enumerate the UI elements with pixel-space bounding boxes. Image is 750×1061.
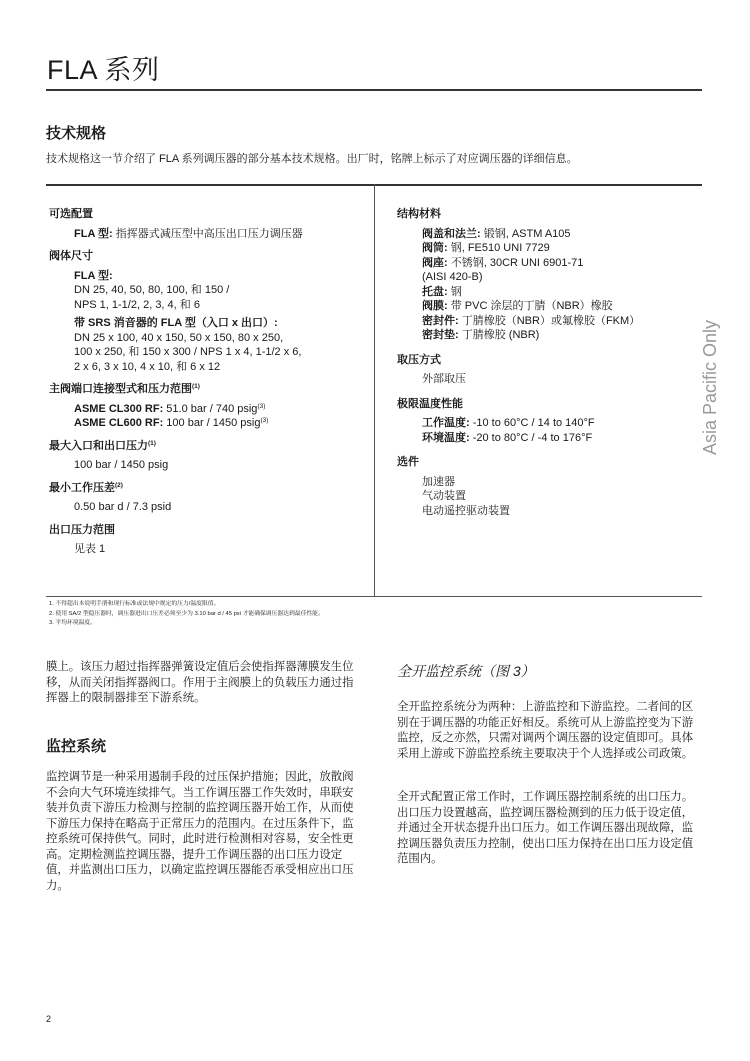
body-size-srs-line-2: 100 x 250, 和 150 x 300 / NPS 1 x 4, 1-1/2 x 6, bbox=[74, 346, 302, 358]
region-watermark: Asia Pacific Only bbox=[700, 319, 720, 455]
footnote-ref: (1) bbox=[192, 383, 200, 390]
page-number: 2 bbox=[46, 1014, 52, 1024]
spec-left-column bbox=[49, 207, 369, 565]
spec-table-bottom-rule bbox=[46, 596, 702, 597]
tech-specs-intro: 技术规格这一节介绍了 FLA 系列调压器的部分基本技术规格。出厂时，铭牌上标示了对应调压器的详细信息。 bbox=[46, 153, 578, 165]
optional-config-block bbox=[49, 207, 369, 241]
materials-heading: 结构材料 bbox=[397, 208, 441, 220]
footnote-item: 1. 不得超出本说明手册和现行标准或法规中规定的压力/温度限值。 bbox=[49, 601, 220, 607]
end-connection-heading: 主阀端口连接型式和压力范围 bbox=[49, 383, 192, 395]
materials-block bbox=[397, 207, 702, 343]
diaphragm-value: 带 PVC 涂层的丁腈（NBR）橡胶 bbox=[447, 300, 613, 312]
seal-label: 密封件: bbox=[422, 314, 459, 327]
body-size-block bbox=[49, 249, 369, 374]
temperature-heading: 极限温度性能 bbox=[397, 397, 463, 410]
option-item: 电动遥控驱动装置 bbox=[422, 504, 510, 517]
fla-type-label: FLA 型: bbox=[74, 227, 113, 240]
body-label: 阀筒: bbox=[422, 242, 448, 254]
min-diff-heading: 最小工作压差 bbox=[49, 481, 115, 494]
footnote-item: 3. 平均环境温度。 bbox=[49, 620, 97, 626]
body-size-fla-line-2: NPS 1, 1-1/2, 2, 3, 4, 和 6 bbox=[74, 298, 200, 311]
spec-table-column-divider bbox=[374, 184, 375, 596]
footnote-ref: (1) bbox=[148, 439, 156, 447]
body-paragraph: 监控调节是一种采用遏制手段的过压保护措施；因此，放散阀不会向大气环境连续排气。当工作调压器工作失效时，串联安装并负责下游压力检测与控制的监控调压器开始工作，从而使下游压力保持在略高于正常压力的范围内。在过压条件下，监控系统可保持供气。同时，此时进行检测相对容易，安全性更高。定期检测监控调压器，提升工作调压器的出口压力设定值，并监测出口压力，以确定监控调压器能否承受相应出口压力。 bbox=[46, 771, 354, 892]
body-size-fla-label: FLA 型: bbox=[74, 269, 113, 282]
min-diff-block bbox=[49, 481, 369, 515]
pressure-tap-value: 外部取压 bbox=[422, 373, 466, 385]
optional-config-heading: 可选配置 bbox=[49, 208, 93, 220]
cl600-label: ASME CL600 RF: bbox=[74, 417, 164, 429]
cover-value: 锻钢, ASTM A105 bbox=[480, 227, 571, 240]
seat-value-cont: (AISI 420-B) bbox=[422, 271, 483, 283]
gasket-label: 密封垫: bbox=[422, 329, 459, 341]
working-temp-value: -10 to 60°C / 14 to 140°F bbox=[469, 417, 595, 429]
min-diff-value: 0.50 bar d / 7.3 psid bbox=[74, 501, 172, 513]
tray-value: 钢 bbox=[447, 285, 462, 298]
outlet-range-value: 见表 1 bbox=[74, 543, 106, 555]
body-value: 钢, FE510 UNI 7729 bbox=[447, 242, 550, 254]
title-divider bbox=[46, 89, 702, 91]
seal-value: 丁腈橡胶（NBR）或氟橡胶（FKM） bbox=[458, 314, 641, 327]
body-size-srs-line-1: DN 25 x 100, 40 x 150, 50 x 150, 80 x 250, bbox=[74, 331, 284, 344]
temperature-block bbox=[397, 397, 702, 446]
footnote-ref: (3) bbox=[260, 417, 269, 424]
full-open-monitor-heading: 全开监控系统（图 3） bbox=[397, 663, 535, 679]
option-item: 气动装置 bbox=[422, 490, 466, 502]
body-paragraph: 全开式配置正常工作时，工作调压器控制系统的出口压力。出口压力设置越高，监控调压器检测到的压力低于设定值，并通过全开状态提升出口压力。如工作调压器出现故障，监控调压器负责压力控制，使出口压力保持在出口压力设定值范围内。 bbox=[397, 791, 694, 865]
ambient-temp-value: -20 to 80°C / -4 to 176°F bbox=[469, 431, 593, 444]
ambient-temp-label: 环境温度: bbox=[422, 431, 470, 444]
footnotes bbox=[49, 600, 699, 629]
outlet-range-heading: 出口压力范围 bbox=[49, 523, 115, 536]
footnote-ref: (2) bbox=[115, 481, 123, 489]
options-heading: 选件 bbox=[397, 456, 419, 468]
fla-type-description: 指挥器式减压型中高压出口压力调压器 bbox=[112, 227, 303, 240]
footnote-item: 2. 使用 SA/2 型稳压器时，调压器进出口压差必须至少为 3.10 bar d / 45 psi 才能确保调压器达到最佳性能。 bbox=[49, 610, 324, 617]
body-size-srs-line-3: 2 x 6, 3 x 10, 4 x 10, 和 6 x 12 bbox=[74, 360, 221, 373]
footnote-ref: (3) bbox=[257, 402, 266, 410]
page-title: FLA 系列 bbox=[47, 55, 160, 85]
tech-specs-heading: 技术规格 bbox=[46, 125, 107, 142]
options-block bbox=[397, 455, 702, 518]
body-size-fla-line-1: DN 25, 40, 50, 80, 100, 和 150 / bbox=[74, 284, 230, 296]
cl300-value: 51.0 bar / 740 psig bbox=[163, 402, 258, 415]
diaphragm-label: 阀膜: bbox=[422, 300, 448, 312]
max-pressure-block bbox=[49, 439, 369, 473]
end-connection-block bbox=[49, 382, 369, 431]
gasket-value: 丁腈橡胶 (NBR) bbox=[458, 329, 540, 341]
pressure-tap-heading: 取压方式 bbox=[397, 353, 441, 366]
body-paragraph: 膜上。该压力超过指挥器弹簧设定值后会使指挥器薄膜发生位移，从而关闭指挥器阀口。作用于主阀膜上的负载压力通过指挥器上的限制器排至下游系统。 bbox=[46, 661, 354, 704]
pressure-tap-block bbox=[397, 353, 702, 387]
cl300-label: ASME CL300 RF: bbox=[74, 402, 164, 415]
cl600-value: 100 bar / 1450 psig bbox=[163, 417, 261, 429]
cover-label: 阀盖和法兰: bbox=[422, 227, 481, 240]
body-paragraph: 全开监控系统分为两种：上游监控和下游监控。二者间的区别在于调压器的功能正好相反。系统可从上游监控变为下游监控，反之亦然，只需对调两个调压器的设定值即可。具体采用上游或下游监控系统主要取决于个人选择或公司政策。 bbox=[397, 701, 694, 760]
max-pressure-heading: 最大入口和出口压力 bbox=[49, 439, 148, 452]
max-pressure-value: 100 bar / 1450 psig bbox=[74, 459, 169, 471]
spec-right-column bbox=[397, 207, 702, 526]
monitor-system-heading: 监控系统 bbox=[46, 738, 107, 755]
seat-value: 不锈钢, 30CR UNI 6901-71 bbox=[447, 256, 584, 269]
tray-label: 托盘: bbox=[422, 285, 448, 298]
outlet-range-block bbox=[49, 523, 369, 557]
seat-label: 阀座: bbox=[422, 256, 448, 269]
option-item: 加速器 bbox=[422, 475, 455, 488]
body-size-heading: 阀体尺寸 bbox=[49, 250, 93, 262]
body-size-srs-label: 带 SRS 消音器的 FLA 型（入口 x 出口）: bbox=[74, 317, 278, 329]
working-temp-label: 工作温度: bbox=[422, 417, 470, 429]
optional-config-line bbox=[49, 227, 369, 242]
